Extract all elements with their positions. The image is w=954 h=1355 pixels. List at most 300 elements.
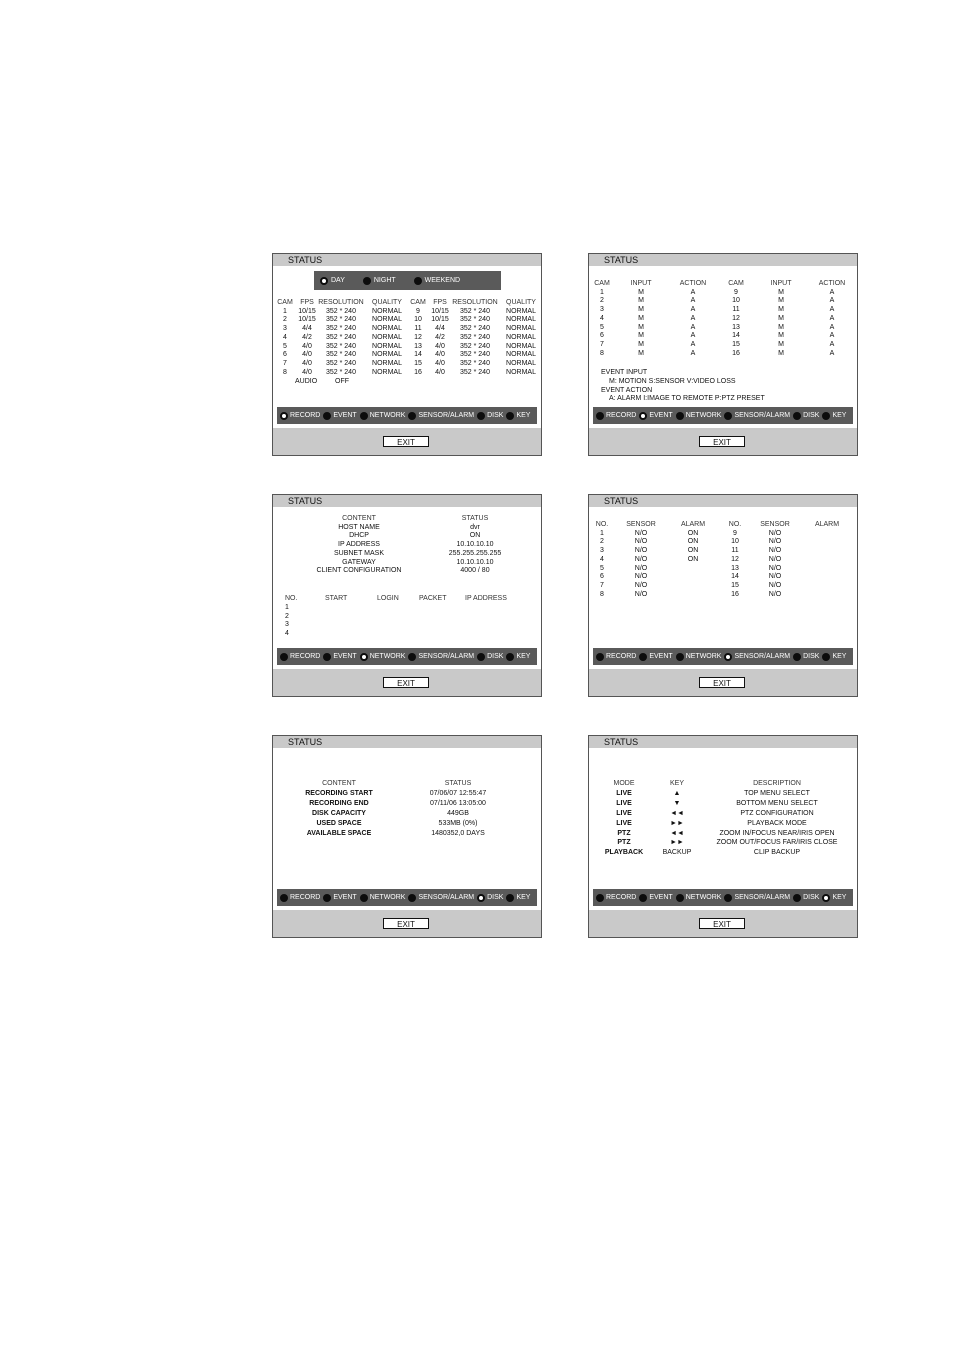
table-cell: 4/0 (302, 368, 312, 376)
table-cell: M (638, 314, 644, 322)
radio-icon (408, 653, 416, 661)
table-cell: BOTTOM MENU SELECT (736, 799, 818, 807)
table-cell: 7 (600, 340, 604, 348)
panel-title: STATUS (273, 495, 541, 507)
table-cell: 12 (731, 555, 739, 563)
table-cell: A (690, 340, 696, 348)
radio-selected-icon (822, 894, 830, 902)
table-cell: NORMAL (506, 307, 536, 315)
tab-disk[interactable] (477, 412, 503, 420)
table-cell: LIVE (616, 789, 632, 797)
table-cell: ON (687, 529, 699, 537)
table-cell: 352 * 240 (326, 368, 356, 376)
radio-icon (506, 894, 514, 902)
audio-label: AUDIO (295, 378, 318, 385)
tab-network[interactable] (360, 412, 406, 420)
table-header: CAM (728, 280, 744, 287)
table-cell: 6 (600, 332, 604, 340)
tab-record[interactable] (596, 653, 636, 661)
table-header: SENSOR (760, 521, 790, 528)
tab-key[interactable] (506, 653, 530, 661)
table-cell: NORMAL (372, 342, 402, 350)
table-cell: 4/4 (435, 325, 445, 333)
table-cell: N/O (634, 564, 648, 572)
table-cell: NORMAL (372, 333, 402, 341)
tab-network[interactable] (676, 894, 722, 902)
table-header: CAM (594, 280, 610, 287)
table-cell: 07/11/06 13:05:00 (430, 799, 486, 807)
tab-network[interactable] (360, 653, 406, 661)
table-header: RESOLUTION (318, 299, 364, 306)
tab-sensor-alarm[interactable] (724, 412, 790, 420)
table-cell: 4000 / 80 (460, 567, 490, 575)
tab-label: KEY (516, 412, 531, 419)
table-cell: 533MB (0%) (438, 819, 478, 827)
table-cell: 5 (283, 342, 287, 350)
radio-icon (639, 894, 647, 902)
table-cell: N/O (634, 538, 648, 546)
table-header: QUALITY (372, 299, 402, 306)
table-header: STATUS (444, 780, 472, 787)
tab-key[interactable] (822, 412, 846, 420)
table-cell: GATEWAY (342, 558, 376, 566)
table-cell: 2 (600, 297, 604, 305)
panel-title: STATUS (589, 495, 857, 507)
table-cell: N/O (634, 555, 648, 563)
radio-icon (360, 412, 368, 420)
table-cell: NORMAL (372, 325, 402, 333)
table-cell: 4/0 (302, 351, 312, 359)
radio-selected-icon (360, 653, 368, 661)
table-cell: N/O (634, 547, 648, 555)
table-cell: 2 (283, 316, 287, 324)
radio-selected-icon (280, 412, 288, 420)
table-cell: TOP MENU SELECT (744, 789, 810, 797)
table-cell: 7 (600, 581, 604, 589)
table-cell: M (778, 288, 784, 296)
table-cell: 352 * 240 (460, 316, 490, 324)
radio-icon (477, 412, 485, 420)
table-cell: 8 (600, 590, 604, 598)
tab-label: RECORD (606, 894, 637, 901)
table-cell: 11 (414, 325, 422, 333)
tab-label: EVENT (333, 412, 357, 419)
table-cell: 10.10.10.10 (456, 558, 494, 566)
table-cell: N/O (768, 581, 782, 589)
table-cell: M (638, 332, 644, 340)
radio-icon (822, 412, 830, 420)
table-cell: N/O (768, 538, 782, 546)
table-cell: 352 * 240 (460, 342, 490, 350)
table-header: ALARM (680, 521, 706, 528)
table-cell: 16 (414, 368, 422, 376)
radio-selected-icon (477, 894, 485, 902)
tab-label: NETWORK (369, 894, 406, 901)
radio-icon (414, 277, 422, 285)
tab-record[interactable] (280, 412, 320, 420)
table-cell: M (778, 306, 784, 314)
client-row: 3 (285, 621, 289, 629)
table-header: DESCRIPTION (753, 780, 801, 787)
table-cell: M (638, 323, 644, 331)
table-cell: 352 * 240 (326, 316, 356, 324)
record-status-panel (272, 253, 542, 456)
schedule-night-option[interactable]: NIGHT (363, 277, 396, 285)
tab-label: RECORD (606, 412, 637, 419)
status-tab-bar (277, 407, 537, 424)
tab-label: DISK (803, 653, 820, 660)
table-cell: 10 (414, 316, 422, 324)
table-cell: 16 (732, 349, 740, 357)
table-cell: NORMAL (372, 351, 402, 359)
table-cell: ▼ (673, 799, 681, 807)
table-cell: M (778, 297, 784, 305)
tab-label: RECORD (290, 653, 321, 660)
table-cell: A (690, 323, 696, 331)
table-cell: 4/0 (302, 359, 312, 367)
table-cell: 3 (600, 547, 604, 555)
table-cell: 07/06/07 12:55:47 (429, 789, 487, 797)
table-cell: AVAILABLE SPACE (306, 829, 372, 837)
table-cell: N/O (634, 590, 648, 598)
tab-record[interactable] (596, 412, 636, 420)
tab-event[interactable] (323, 412, 356, 420)
tab-disk[interactable] (793, 653, 819, 661)
table-cell: 1 (283, 307, 287, 315)
table-cell: 9 (733, 529, 737, 537)
tab-label: SENSOR/ALARM (418, 412, 475, 419)
radio-icon (408, 412, 416, 420)
tab-disk[interactable] (793, 412, 819, 420)
table-cell: NORMAL (506, 342, 536, 350)
table-cell: PLAYBACK (604, 849, 644, 857)
tab-record[interactable] (596, 894, 636, 902)
radio-icon (822, 653, 830, 661)
table-cell: A (690, 297, 696, 305)
table-cell: SUBNET MASK (333, 549, 385, 557)
tab-label: EVENT (649, 412, 673, 419)
table-cell: ▲ (673, 789, 681, 797)
table-cell: 352 * 240 (326, 325, 356, 333)
tab-label: DISK (487, 653, 504, 660)
table-cell: N/O (768, 590, 782, 598)
tab-network[interactable] (676, 653, 722, 661)
tab-network[interactable] (360, 894, 406, 902)
table-cell: M (778, 340, 784, 348)
exit-button[interactable]: EXIT (699, 677, 745, 688)
status-tab-bar (593, 889, 853, 906)
table-cell: 4/0 (435, 351, 445, 359)
table-header: NO. (595, 521, 609, 528)
radio-icon (724, 412, 732, 420)
tab-label: SENSOR/ALARM (418, 653, 475, 660)
event-input-label: EVENT INPUT (601, 369, 648, 376)
table-cell: LIVE (616, 819, 632, 827)
tab-label: SENSOR/ALARM (734, 894, 791, 901)
table-cell: A (829, 288, 835, 296)
tab-disk[interactable] (477, 653, 503, 661)
tab-label: RECORD (290, 894, 321, 901)
table-cell: 449GB (447, 809, 469, 817)
event-action-legend: A: ALARM I:IMAGE TO REMOTE P:PTZ PRESET (609, 395, 765, 402)
table-cell: 3 (283, 325, 287, 333)
tab-sensor-alarm[interactable] (408, 412, 474, 420)
tab-label: KEY (832, 894, 847, 901)
table-cell: PTZ (617, 839, 631, 847)
table-cell: A (690, 306, 696, 314)
table-header: MODE (613, 780, 635, 787)
tab-label: EVENT (649, 894, 673, 901)
tab-label: NETWORK (369, 653, 406, 660)
table-cell: ◄◄ (670, 829, 684, 837)
schedule-weekend-option[interactable]: WEEKEND (414, 277, 460, 285)
table-cell: 1 (600, 288, 604, 296)
tab-label: EVENT (649, 653, 673, 660)
table-cell: 4 (600, 555, 604, 563)
radio-icon (639, 653, 647, 661)
table-cell: 4 (600, 314, 604, 322)
radio-icon (676, 653, 684, 661)
table-header: ACTION (679, 280, 707, 287)
tab-label: NETWORK (685, 894, 722, 901)
tab-label: SENSOR/ALARM (418, 894, 475, 901)
table-cell: M (638, 349, 644, 357)
tab-event[interactable] (323, 894, 356, 902)
table-cell: 6 (283, 351, 287, 359)
tab-record[interactable] (280, 653, 320, 661)
table-cell: 16 (731, 590, 739, 598)
client-header: LOGIN (377, 595, 399, 602)
table-cell: 9 (734, 288, 738, 296)
radio-icon (323, 412, 331, 420)
radio-icon (596, 653, 604, 661)
exit-button[interactable]: EXIT (383, 436, 429, 447)
tab-label: NETWORK (685, 653, 722, 660)
table-cell: USED SPACE (316, 819, 362, 827)
table-cell: ZOOM IN/FOCUS NEAR/IRIS OPEN (719, 829, 835, 837)
radio-icon (408, 894, 416, 902)
table-header: CAM (410, 299, 426, 306)
table-cell: ON (687, 538, 699, 546)
tab-disk[interactable] (793, 894, 819, 902)
table-cell: 13 (414, 342, 422, 350)
client-row: 2 (285, 612, 289, 620)
tab-event[interactable] (639, 894, 672, 902)
table-cell: DHCP (349, 532, 369, 540)
tab-sensor-alarm[interactable] (724, 653, 790, 661)
table-header: QUALITY (506, 299, 536, 306)
table-cell: 3 (600, 306, 604, 314)
table-cell: 10/15 (431, 316, 449, 324)
table-cell: A (829, 349, 835, 357)
table-header: INPUT (770, 280, 792, 287)
table-cell: N/O (634, 573, 648, 581)
table-cell: M (638, 288, 644, 296)
tab-record[interactable] (280, 894, 320, 902)
table-header: ACTION (818, 280, 846, 287)
radio-icon (477, 653, 485, 661)
tab-sensor-alarm[interactable] (724, 894, 790, 902)
radio-selected-icon (724, 653, 732, 661)
table-header: KEY (669, 780, 684, 787)
table-cell: ON (687, 555, 699, 563)
table-cell: LIVE (616, 809, 632, 817)
table-cell: 8 (600, 349, 604, 357)
table-cell: NORMAL (372, 359, 402, 367)
table-cell: 255.255.255.255 (448, 549, 502, 557)
table-cell: 8 (283, 368, 287, 376)
table-cell: M (638, 306, 644, 314)
exit-button[interactable]: EXIT (383, 677, 429, 688)
table-cell: N/O (768, 564, 782, 572)
table-cell: 352 * 240 (326, 351, 356, 359)
tab-key[interactable] (822, 894, 846, 902)
disk-status-panel (272, 735, 542, 938)
table-cell: 13 (731, 564, 739, 572)
table-cell: IP ADDRESS (338, 541, 380, 549)
table-cell: HOST NAME (338, 523, 380, 531)
table-cell: ZOOM OUT/FOCUS FAR/IRIS CLOSE (716, 839, 838, 847)
table-cell: BACKUP (662, 849, 692, 857)
table-cell: PTZ (617, 829, 631, 837)
table-cell: ►► (670, 819, 684, 827)
table-cell: DISK CAPACITY (312, 809, 366, 817)
tab-sensor-alarm[interactable] (408, 653, 474, 661)
table-header: CONTENT (322, 780, 356, 787)
status-tab-bar (277, 889, 537, 906)
table-cell: NORMAL (506, 351, 536, 359)
tab-event[interactable] (323, 653, 356, 661)
table-cell: 11 (732, 306, 740, 314)
radio-icon (676, 412, 684, 420)
table-cell: 352 * 240 (460, 351, 490, 359)
panel-title: STATUS (273, 736, 541, 748)
table-cell: ◄◄ (670, 809, 684, 817)
table-cell: 6 (600, 573, 604, 581)
table-cell: M (778, 323, 784, 331)
tab-label: SENSOR/ALARM (734, 412, 791, 419)
table-cell: 4/4 (302, 325, 312, 333)
radio-icon (724, 894, 732, 902)
table-header: FPS (433, 299, 447, 306)
table-cell: 10/15 (298, 307, 316, 315)
table-cell: M (778, 314, 784, 322)
table-cell: 352 * 240 (460, 359, 490, 367)
client-header: PACKET (419, 595, 447, 602)
table-cell: PLAYBACK MODE (747, 819, 807, 827)
table-cell: 14 (732, 332, 740, 340)
schedule-day-option[interactable]: DAY (320, 277, 345, 285)
table-cell: 1 (600, 529, 604, 537)
tab-label: KEY (516, 653, 531, 660)
exit-button[interactable]: EXIT (699, 436, 745, 447)
client-header: NO. (285, 595, 298, 602)
radio-icon (596, 412, 604, 420)
tab-label: SENSOR/ALARM (734, 653, 791, 660)
table-cell: NORMAL (372, 316, 402, 324)
tab-label: KEY (832, 653, 847, 660)
tab-label: EVENT (333, 894, 357, 901)
table-header: FPS (300, 299, 314, 306)
table-cell: 4/2 (435, 333, 445, 341)
tab-label: EVENT (333, 653, 357, 660)
radio-icon (793, 894, 801, 902)
tab-label: NETWORK (369, 412, 406, 419)
table-cell: M (638, 340, 644, 348)
radio-icon (280, 653, 288, 661)
client-header: START (325, 595, 348, 602)
table-cell: A (829, 306, 835, 314)
table-cell: 4/0 (435, 359, 445, 367)
event-action-label: EVENT ACTION (601, 387, 653, 394)
table-cell: A (690, 314, 696, 322)
status-tab-bar (593, 648, 853, 665)
table-cell: ON (687, 547, 699, 555)
table-cell: 14 (731, 573, 739, 581)
table-cell: NORMAL (506, 316, 536, 324)
event-input-legend: M: MOTION S:SENSOR V:VIDEO LOSS (609, 378, 736, 385)
radio-icon (596, 894, 604, 902)
table-header: STATUS (461, 515, 489, 522)
exit-button[interactable]: EXIT (699, 918, 745, 929)
tab-key[interactable] (506, 412, 530, 420)
radio-selected-icon (320, 277, 328, 285)
tab-sensor-alarm[interactable] (408, 894, 474, 902)
table-cell: 352 * 240 (326, 342, 356, 350)
table-cell: 7 (283, 359, 287, 367)
tab-disk[interactable] (477, 894, 503, 902)
table-cell: 15 (414, 359, 422, 367)
table-cell: 1480352,0 DAYS (431, 829, 485, 837)
tab-key[interactable] (506, 894, 530, 902)
table-cell: M (778, 349, 784, 357)
table-cell: RECORDING END (309, 799, 369, 807)
table-cell: 4/0 (302, 342, 312, 350)
client-header: IP ADDRESS (465, 595, 507, 602)
status-tab-bar (593, 407, 853, 424)
table-cell: 13 (732, 323, 740, 331)
table-cell: M (778, 332, 784, 340)
tab-key[interactable] (822, 653, 846, 661)
table-cell: N/O (768, 573, 782, 581)
tab-event[interactable] (639, 412, 672, 420)
network-status-panel (272, 494, 542, 697)
panel-title: STATUS (589, 736, 857, 748)
tab-network[interactable] (676, 412, 722, 420)
radio-icon (280, 894, 288, 902)
table-cell: M (638, 297, 644, 305)
table-cell: NORMAL (506, 325, 536, 333)
table-cell: N/O (768, 555, 782, 563)
status-tab-bar (277, 648, 537, 665)
panel-title: STATUS (589, 254, 857, 266)
table-header: SENSOR (626, 521, 656, 528)
table-cell: 4/0 (435, 342, 445, 350)
exit-button[interactable]: EXIT (383, 918, 429, 929)
tab-label: KEY (516, 894, 531, 901)
table-cell: 4/0 (435, 368, 445, 376)
tab-label: DISK (487, 412, 504, 419)
table-cell: NORMAL (506, 368, 536, 376)
table-header: INPUT (630, 280, 652, 287)
table-cell: 12 (732, 314, 740, 322)
key-status-panel (588, 735, 858, 938)
table-cell: A (690, 349, 696, 357)
table-cell: NORMAL (372, 368, 402, 376)
tab-event[interactable] (639, 653, 672, 661)
tab-label: NETWORK (685, 412, 722, 419)
tab-label: KEY (832, 412, 847, 419)
